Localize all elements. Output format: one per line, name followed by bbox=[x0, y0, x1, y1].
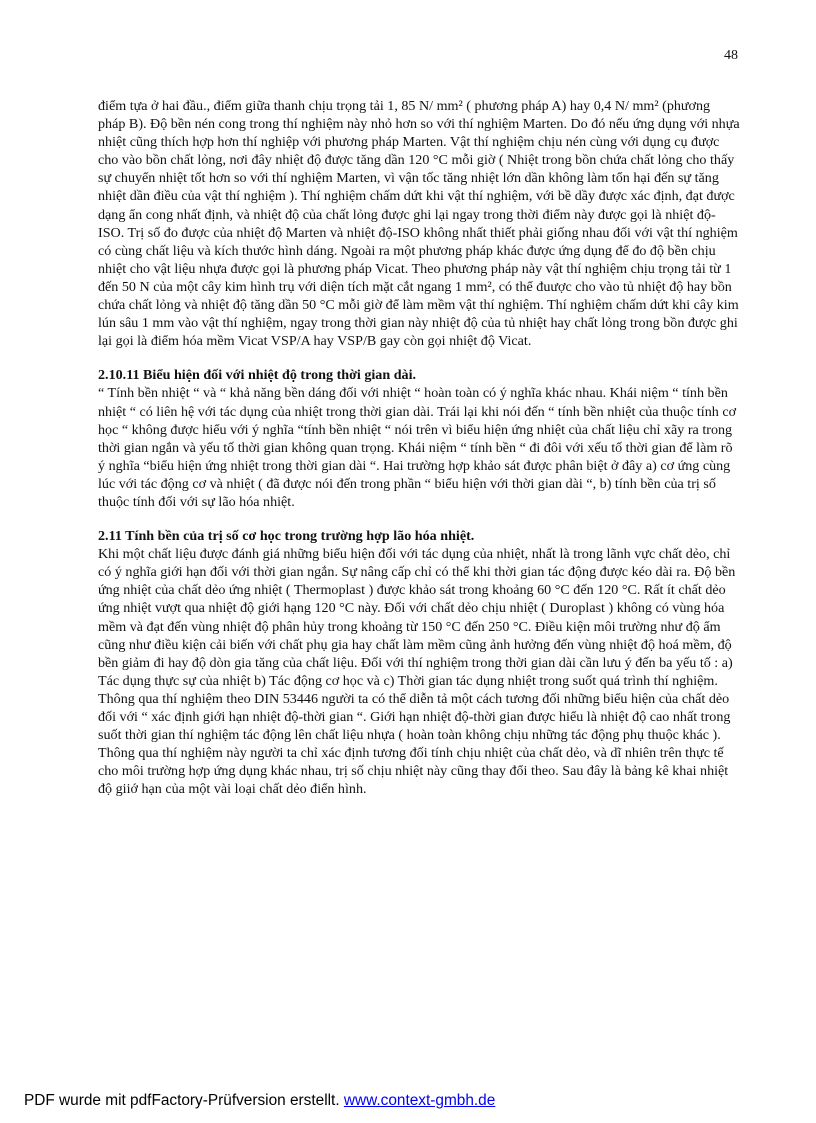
pdf-footer bbox=[24, 1092, 495, 1110]
intro-paragraph: điểm tựa ở hai đầu., điểm giữa thanh chịu trọng tải 1, 85 N/ mm² ( phương pháp A) hay 0,4 N/ mm² (phương pháp B). Độ bền nén cong trong thí nghiệm này nhỏ hơn so với thí nghiệm Marten. Do đó nếu ứng dụng với nhựa nhiệt cũng thích hợp hơn thí nghiệp với phương pháp Marten. Vật thí nghiệm chịu nén cùng với dụng cụ được cho vào bồn chất lỏng, nơi đây nhiệt độ được tăng dần 120 °C mỗi giờ ( Nhiệt trong bồn chứa chất lỏng cho thấy sự chuyển nhiệt tốt hơn so với thí nghiệm Marten, vì vận tốc tăng nhiệt lớn dần không làm tổn hại đến sự tăng nhiệt dần điều của vật thí nghiệm ). Thí nghiệm chấm dứt khi vật thí nghiệm, với bề dầy được xác định, đạt được dạng ẩn cong nhất định, và nhiệt độ của chất lỏng được ghi lại ngay trong thời điểm này được gọi là nhiệt độ-ISO. Trị số đo được của nhiệt độ Marten và nhiệt độ-ISO không nhất thiết phải giống nhau đối với vật thí nghiệm có cùng chất liệu và kích thước hình dáng. Ngoài ra một phương pháp khác được ứng dụng để đo độ bền chịu nhiệt cho vật liệu nhựa được gọi là phương pháp Vicat. Theo phương pháp này vật thí nghiệm chịu trọng tải từ 1 đến 50 N của một cây kim hình trụ với diện tích mặt cắt ngang 1 mm², có thể đuược cho vào tủ nhiệt độ hay bồn chứa chất lỏng và nhiệt độ tăng dần 50 °C mỗi giờ để làm mềm vật thí nghiệm. Thí nghiệm chấm dứt khi cây kim lún sâu 1 mm vào vật thí nghiệm, ngay trong thời gian này nhiệt độ của tủ nhiệt hay chất lỏng trong bồn được ghi lại gọi là điểm hóa mềm Vicat VSP/A hay VSP/B gay còn gọi nhiệt độ Vicat. bbox=[98, 98, 740, 350]
page-number: 48 bbox=[724, 48, 738, 63]
section-heading: 2.11 Tính bền của trị số cơ học trong trường hợp lão hóa nhiệt. bbox=[98, 528, 475, 545]
section-2-11 bbox=[98, 527, 741, 798]
section-paragraph: Khi một chất liệu được đánh giá những biểu hiện đối với tác dụng của nhiệt, nhất là trong lãnh vực chất dẻo, chỉ có ý nghĩa giới hạn đối với thời gian ngắn. Sự nâng cấp chỉ có thể khi thời gian tác động được kéo dài ra. Độ bền ứng nhiệt của chất dẻo ứng nhiệt ( Thermoplast ) được khảo sát trong khoảng 60 °C đến 120 °C. Rất ít chất dẻo ứng nhiệt vượt qua nhiệt độ giới hạng 120 °C này. Đối với chất dẻo chịu nhiệt ( Duroplast ) không có vùng hóa mềm và đạt đến vùng nhiệt độ phân hủy trong khoảng từ 150 °C đến 250 °C. Điều kiện môi trường như độ ẩm cũng như điều kiện cải biến với chất phụ gia hay chất làm mềm cũng ảnh hưởng đến vùng nhiệt độ hoá mềm, độ bền giảm đi hay độ dòn gia tăng của chất liệu. Đối với thí nghiệm trong thời gian dài cần lưu ý đến ba yếu tố : a) Tác dụng thực sự của nhiệt b) Tác động cơ học và c) Thời gian tác dụng nhiệt trong suốt quá trình thí nghiệm. Thông qua thí nghiệm theo DIN 53446 người ta có thể diễn tả một cách tương đối những biểu hiện của chất dẻo đối với “ xác định giới hạn nhiệt độ-thời gian “. Giới hạn nhiệt độ-thời gian được hiểu là nhiệt độ cao nhất trong suốt thời gian thí nghiệm tác động lên chất liệu nhựa ( hoàn toàn không chịu những tác động phụ thuộc khác ). Thông qua thí nghiệm này người ta chỉ xác định tương đối tính chịu nhiệt của chất dẻo, và dĩ nhiên trên thực tế cho môi trường hợp ứng dụng khác nhau, trị số chịu nhiệt này cũng thay đổi theo. Sau đây là bảng kê khai nhiệt độ giiớ hạn của một vài loại chất dẻo điển hình. bbox=[98, 546, 736, 798]
footer-text: PDF wurde mit pdfFactory-Prüfversion erstellt. bbox=[24, 1092, 340, 1109]
footer-link[interactable]: www.context-gmbh.de bbox=[343, 1092, 496, 1109]
section-2-10-11 bbox=[98, 366, 741, 511]
section-heading: 2.10.11 Biểu hiện đối với nhiệt độ trong thời gian dài. bbox=[98, 367, 417, 384]
section-paragraph: “ Tính bền nhiệt “ và “ khả năng bền dáng đối với nhiệt “ hoàn toàn có ý nghĩa khác nhau. Khái niệm “ tính bền nhiệt “ có liên hệ với tác dụng của nhiệt trong thời gian dài. Trái lại khi nói đến “ tính bền nhiệt của thuộc tính cơ học “ không được hiểu với ý nghĩa “tính bền nhiệt “ nói trên vì biểu hiện ứng nhiệt của chất liệu chỉ xãy ra trong thời gian ngắn và yếu tố thời gian không quan trọng. Khái niệm “ tính bền “ đi đôi với xếu tố thời gian để làm rõ ý nghĩa “biểu hiện ứng nhiệt trong thời gian dài “. Hai trường hợp khảo sát được phân biệt ở đây a) cơ ứng cùng lúc với tác động cơ và nhiệt ( đã được nói đến trong phần “ biểu hiện với thời gian dài “, b) tính bền của trị số thuộc tính đối với sự lão hóa nhiệt. bbox=[98, 385, 737, 510]
body-text bbox=[98, 97, 741, 798]
